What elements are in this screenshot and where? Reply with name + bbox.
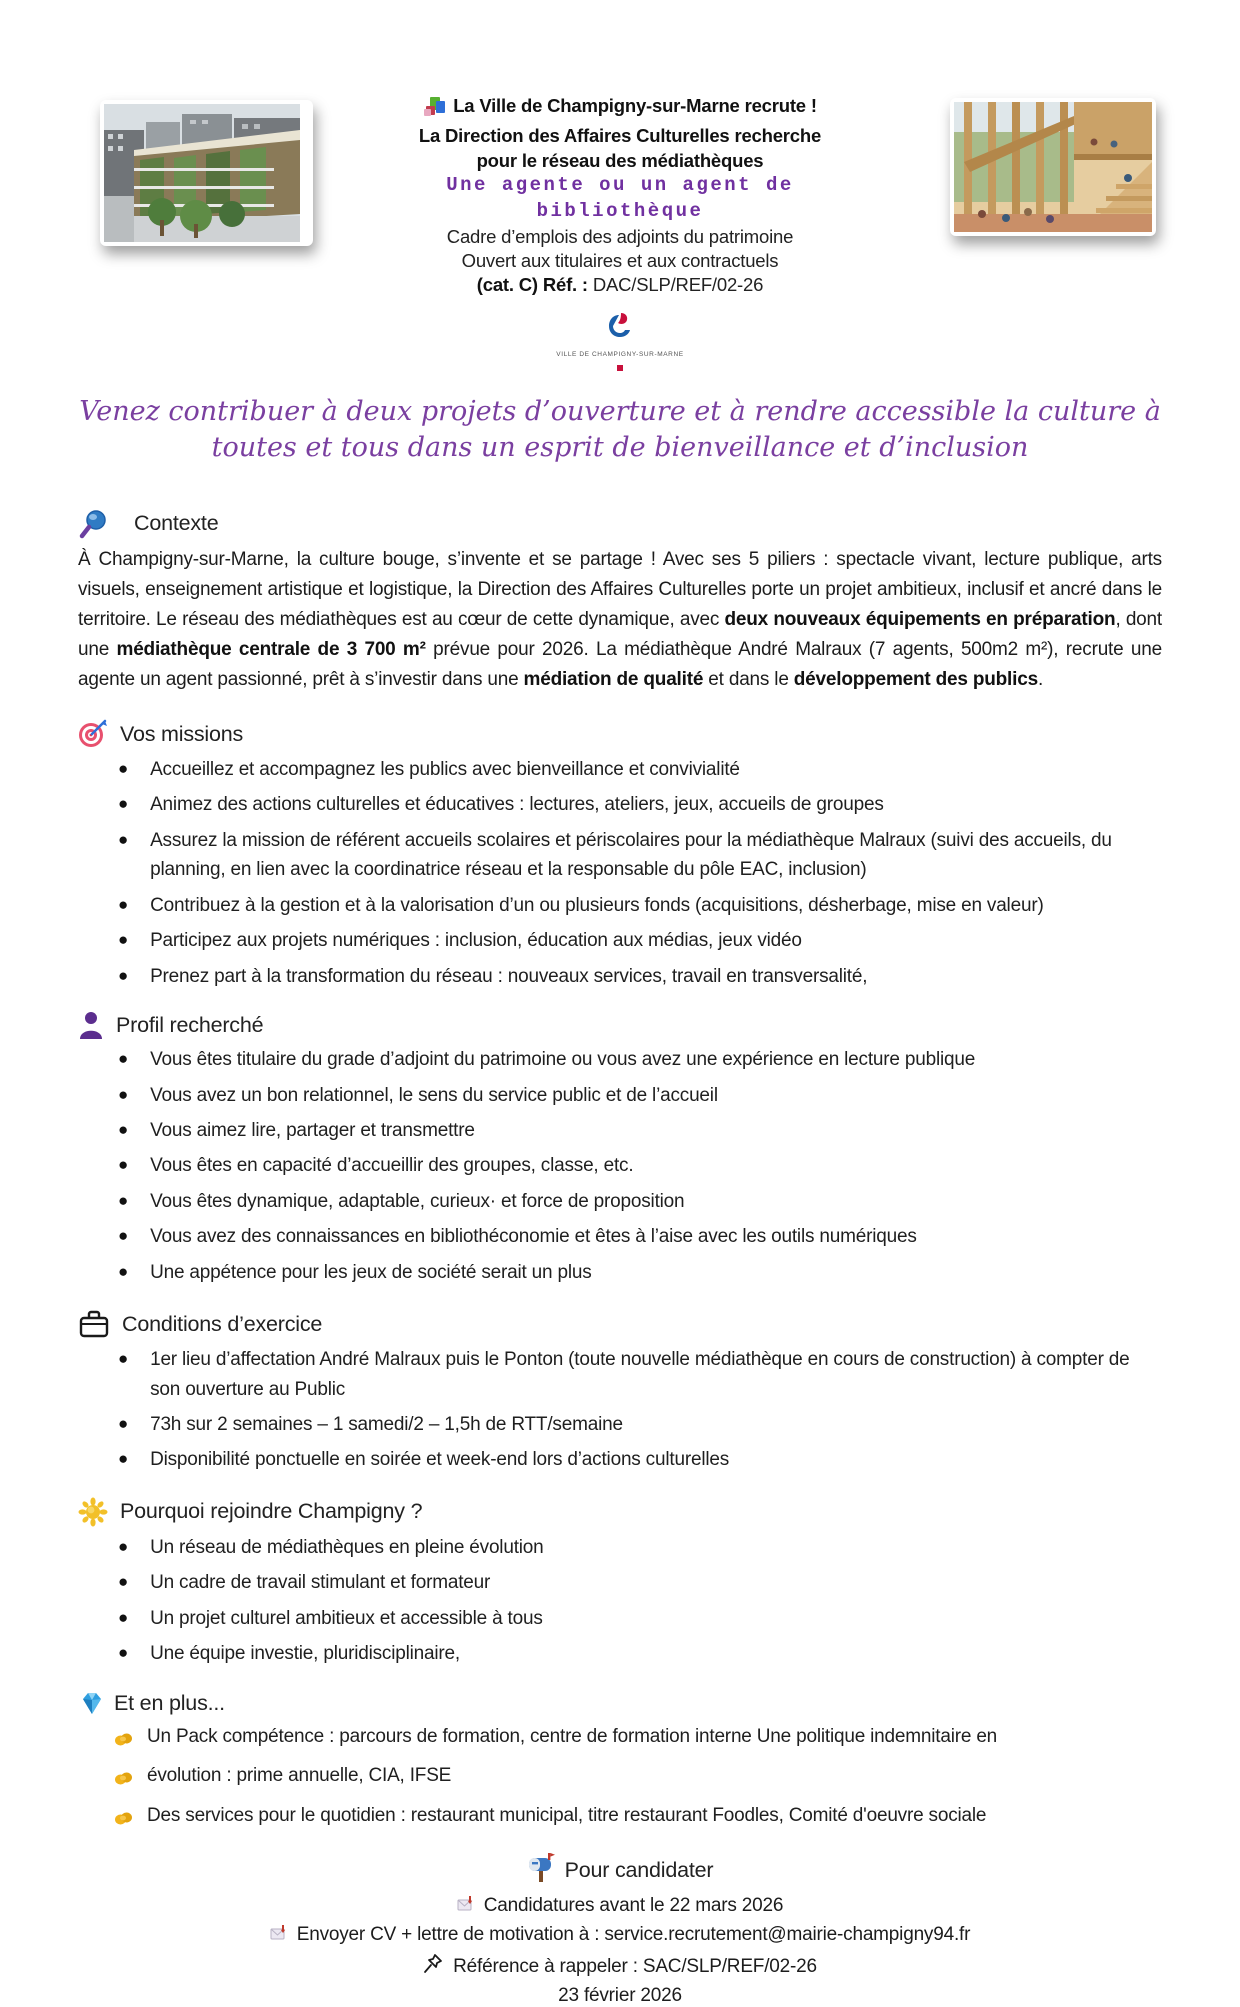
sun-icon — [78, 1497, 108, 1527]
section-contexte — [78, 509, 1162, 695]
list-item: ● Un projet culturel ambitieux et accessible à tous — [118, 1604, 1162, 1633]
recruit-line: La Ville de Champigny-sur-Marne recrute ! — [333, 94, 907, 124]
building-exterior-photo — [100, 100, 313, 246]
bullet-dot-icon: ● — [118, 1643, 129, 1663]
bullet-dot-icon: ● — [118, 930, 129, 950]
candidater-deadline — [78, 1895, 1162, 1918]
bullet-dot-icon: ● — [118, 1155, 129, 1175]
conditions-list — [78, 1345, 1162, 1475]
bullet-dot-icon: ● — [118, 1084, 129, 1104]
handshake-icon — [114, 1727, 133, 1756]
list-item: ● Disponibilité ponctuelle en soirée et week-end lors d’actions culturelles — [118, 1445, 1162, 1474]
ref-reminder-text: Référence à rappeler : SAC/SLP/REF/02-26 — [453, 1955, 817, 1977]
candidater-header — [527, 1853, 714, 1889]
network-line: pour le réseau des médiathèques — [476, 149, 764, 171]
list-item: ● Contribuez à la gestion et à la valorisation d’un ou plusieurs fonds (acquisitions, désherbage, mise en valeur) — [118, 891, 1162, 920]
posting-date: 23 février 2026 — [558, 1984, 682, 2006]
bullet-dot-icon: ● — [118, 1414, 129, 1433]
etenplus-title: Et en plus... — [114, 1690, 225, 1715]
email-text: Envoyer CV + lettre de motivation à : service.recrutement@mairie-champigny94.fr — [296, 1924, 971, 1946]
bullet-dot-icon: ● — [118, 1449, 129, 1469]
list-item: ● 73h sur 2 semaines – 1 samedi/2 – 1,5h de RTT/semaine — [118, 1410, 1162, 1439]
logo-red-square — [617, 365, 623, 371]
envelope-icon — [270, 1924, 287, 1947]
ouvert-line: Ouvert aux titulaires et aux contractuels — [461, 249, 779, 271]
profil-title: Profil recherché — [116, 1012, 264, 1037]
bullet-dot-icon: ● — [118, 1536, 129, 1556]
library-interior-photo — [950, 98, 1156, 236]
contexte-title: Contexte — [134, 511, 219, 536]
cadre-line: Cadre d’emplois des adjoints du patrimoine — [446, 225, 794, 247]
handshake-icon — [114, 1766, 133, 1795]
bullet-dot-icon: ● — [118, 1607, 129, 1627]
list-item: ● Assurez la mission de référent accueils scolaires et périscolaires pour la médiathèque Malraux (suivi des accueils, du planning, en lien avec la coordinatrice réseau et la responsable du pôle EAC, inclusion) — [118, 826, 1162, 885]
tagline — [78, 394, 1162, 467]
section-profil — [78, 1011, 1162, 1287]
header-text — [333, 88, 907, 298]
section-missions — [78, 719, 1162, 991]
list-item: ● Participez aux projets numériques : inclusion, éducation aux médias, jeux vidéo — [118, 926, 1162, 955]
missions-title: Vos missions — [120, 721, 244, 746]
handshake-icon — [114, 1806, 133, 1835]
bullet-dot-icon: ● — [118, 829, 129, 849]
magnifier-icon — [78, 509, 108, 539]
tagline-line1: Venez contribuer à deux projets d’ouverture et à rendre accessible la culture à — [79, 396, 1161, 428]
candidater-email-line — [78, 1924, 1162, 1947]
candidater-title: Pour candidater — [564, 1858, 714, 1883]
candidater-ref-line — [78, 1953, 1162, 1981]
pourquoi-list — [78, 1533, 1162, 1669]
section-pourquoi — [78, 1497, 1162, 1669]
section-etenplus — [78, 1691, 1162, 1835]
list-item: ● Vous avez des connaissances en bibliothéconomie et êtes à l’aise avec les outils numériques — [118, 1222, 1162, 1251]
list-item: ● Vous êtes titulaire du grade d’adjoint du patrimoine ou vous avez une expérience en lecture publique — [118, 1045, 1162, 1074]
list-item: ● Vous êtes dynamique, adaptable, curieux· et force de proposition — [118, 1187, 1162, 1216]
list-item: ● Accueillez et accompagnez les publics avec bienveillance et convivialité — [118, 755, 1162, 784]
list-item: ● 1er lieu d’affectation André Malraux puis le Ponton (toute nouvelle médiathèque en cours de construction) à compter de son ouverture au Public — [118, 1345, 1162, 1404]
bullet-dot-icon: ● — [118, 965, 129, 985]
list-item: ● Vous avez un bon relationnel, le sens du service public et de l’accueil — [118, 1081, 1162, 1110]
person-icon — [78, 1011, 104, 1039]
job-title-line1: Une agente ou un agent de — [446, 174, 794, 197]
direction-line: La Direction des Affaires Culturelles recherche — [418, 125, 822, 147]
section-conditions — [78, 1309, 1162, 1475]
tagline-line2: toutes et tous dans un esprit de bienveillance et d’inclusion — [211, 432, 1029, 464]
bullet-dot-icon: ● — [118, 894, 129, 914]
bullet-dot-icon: ● — [118, 794, 129, 814]
list-item: ● Prenez part à la transformation du réseau : nouveaux services, travail en transversalité, — [118, 962, 1162, 991]
books-icon — [423, 96, 447, 124]
list-item: Un Pack compétence : parcours de formation, centre de formation interne Une politique indemnitaire en — [114, 1722, 1162, 1756]
ref-value: DAC/SLP/REF/02-26 — [587, 274, 764, 296]
contexte-paragraph: À Champigny-sur-Marne, la culture bouge, s’invente et se partage ! Avec ses 5 piliers : spectacle vivant, lecture publique, arts visuels, enseignement artistique et logistique, la Direction des Affaires Culturelles porte un projet ambitieux, inclusif et ancré dans le territoire. Le réseau des médiathèques est au cœur de cette dynamique, avec deux nouveaux équipements en préparation, dont une médiathèque centrale de 3 700 m² prévue pour 2026. La médiathèque André Malraux (7 agents, 500m2 m²), recrute une agente un agent passionné, prêt à s’investir dans une médiation de qualité et dans le développement des publics. — [78, 548, 1162, 690]
target-icon — [78, 719, 108, 749]
bullet-dot-icon: ● — [118, 1226, 129, 1246]
list-item: ● Une équipe investie, pluridisciplinaire, — [118, 1639, 1162, 1668]
gem-icon — [78, 1691, 106, 1716]
etenplus-list — [78, 1722, 1162, 1835]
logo-caption: VILLE DE CHAMPIGNY-SUR-MARNE — [556, 351, 684, 359]
ref-label: (cat. C) Réf. : — [476, 274, 588, 296]
city-logo — [78, 312, 1162, 376]
mailbox-icon — [527, 1853, 555, 1889]
bullet-dot-icon: ● — [118, 1119, 129, 1139]
pourquoi-title: Pourquoi rejoindre Champigny ? — [120, 1499, 423, 1524]
list-item: ● Vous êtes en capacité d’accueillir des groupes, classe, etc. — [118, 1151, 1162, 1180]
job-title-line2: bibliothèque — [536, 199, 704, 222]
envelope-icon — [457, 1895, 474, 1918]
bullet-dot-icon: ● — [118, 759, 129, 778]
list-item: ● Un cadre de travail stimulant et formateur — [118, 1568, 1162, 1597]
bullet-dot-icon: ● — [118, 1190, 129, 1210]
bullet-dot-icon: ● — [118, 1572, 129, 1592]
ref-line — [333, 273, 907, 297]
bullet-dot-icon: ● — [118, 1261, 129, 1281]
briefcase-icon — [78, 1309, 110, 1339]
list-item: ● Une appétence pour les jeux de société serait un plus — [118, 1258, 1162, 1287]
pushpin-icon — [423, 1953, 443, 1981]
header — [78, 88, 1162, 298]
bullet-dot-icon: ● — [118, 1349, 129, 1369]
bullet-dot-icon: ● — [118, 1049, 129, 1069]
section-candidater — [78, 1853, 1162, 2007]
list-item: évolution : prime annuelle, CIA, IFSE — [114, 1761, 1162, 1795]
list-item: ● Animez des actions culturelles et éducatives : lectures, ateliers, jeux, accueils de groupes — [118, 790, 1162, 819]
profil-list — [78, 1045, 1162, 1287]
list-item: Des services pour le quotidien : restaurant municipal, titre restaurant Foodles, Comité d'oeuvre sociale — [114, 1801, 1162, 1835]
city-logo-mark — [599, 312, 641, 346]
conditions-title: Conditions d’exercice — [122, 1311, 323, 1336]
list-item: ● Vous aimez lire, partager et transmettre — [118, 1116, 1162, 1145]
deadline-text: Candidatures avant le 22 mars 2026 — [483, 1895, 784, 1917]
list-item: ● Un réseau de médiathèques en pleine évolution — [118, 1533, 1162, 1562]
missions-list — [78, 755, 1162, 991]
